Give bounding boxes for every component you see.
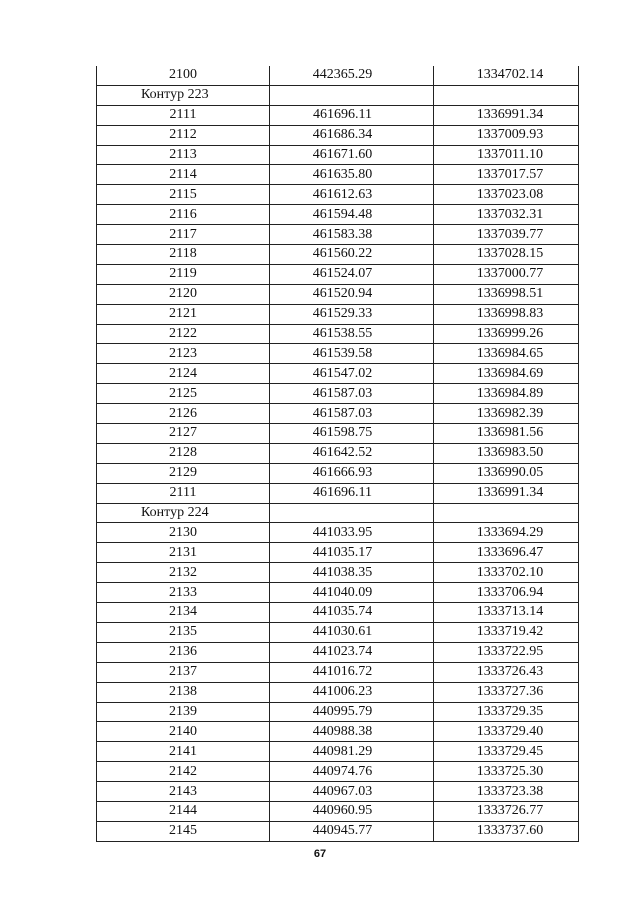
x-coordinate-cell: 461587.03: [270, 404, 434, 424]
table-row: [97, 284, 579, 304]
x-coordinate-cell: 461587.03: [270, 384, 434, 404]
x-coordinate-cell: 461583.38: [270, 225, 434, 245]
point-number-cell: 2125: [97, 384, 270, 404]
point-number-cell: 2133: [97, 583, 270, 603]
table-row: [97, 304, 579, 324]
y-coordinate-cell: 1333729.35: [434, 702, 579, 722]
x-coordinate-cell: 440974.76: [270, 762, 434, 782]
table-row: [97, 145, 579, 165]
point-number-cell: 2112: [97, 125, 270, 145]
contour-header-row: [97, 85, 579, 105]
y-coordinate-cell: 1334702.14: [434, 66, 579, 85]
y-coordinate-cell: 1336984.69: [434, 364, 579, 384]
table-row: [97, 66, 579, 85]
point-number-cell: 2137: [97, 662, 270, 682]
table-row: [97, 344, 579, 364]
table-row: [97, 523, 579, 543]
empty-cell: [270, 85, 434, 105]
point-number-cell: 2130: [97, 523, 270, 543]
table-row: [97, 583, 579, 603]
table-row: [97, 762, 579, 782]
table-row: [97, 324, 579, 344]
table-row: [97, 463, 579, 483]
point-number-cell: 2111: [97, 483, 270, 503]
table-row: [97, 483, 579, 503]
table-row: [97, 443, 579, 463]
contour-label: Контур 223: [97, 85, 270, 105]
x-coordinate-cell: 442365.29: [270, 66, 434, 85]
y-coordinate-cell: 1336990.05: [434, 463, 579, 483]
y-coordinate-cell: 1333694.29: [434, 523, 579, 543]
point-number-cell: 2121: [97, 304, 270, 324]
y-coordinate-cell: 1336984.65: [434, 344, 579, 364]
table-row: [97, 603, 579, 623]
point-number-cell: 2117: [97, 225, 270, 245]
table-row: [97, 105, 579, 125]
x-coordinate-cell: 461594.48: [270, 205, 434, 225]
table-row: [97, 662, 579, 682]
y-coordinate-cell: 1336991.34: [434, 483, 579, 503]
y-coordinate-cell: 1337039.77: [434, 225, 579, 245]
table-row: [97, 622, 579, 642]
y-coordinate-cell: 1336983.50: [434, 443, 579, 463]
empty-cell: [434, 85, 579, 105]
y-coordinate-cell: 1336982.39: [434, 404, 579, 424]
x-coordinate-cell: 461539.58: [270, 344, 434, 364]
y-coordinate-cell: 1333725.30: [434, 762, 579, 782]
y-coordinate-cell: 1333726.77: [434, 801, 579, 821]
x-coordinate-cell: 461671.60: [270, 145, 434, 165]
x-coordinate-cell: 461612.63: [270, 185, 434, 205]
x-coordinate-cell: 461560.22: [270, 245, 434, 265]
point-number-cell: 2111: [97, 105, 270, 125]
y-coordinate-cell: 1337011.10: [434, 145, 579, 165]
y-coordinate-cell: 1337000.77: [434, 264, 579, 284]
table-row: [97, 364, 579, 384]
table-row: [97, 165, 579, 185]
point-number-cell: 2127: [97, 424, 270, 444]
point-number-cell: 2114: [97, 165, 270, 185]
x-coordinate-cell: 440995.79: [270, 702, 434, 722]
empty-cell: [434, 503, 579, 523]
table-row: [97, 682, 579, 702]
table-row: [97, 245, 579, 265]
y-coordinate-cell: 1333729.40: [434, 722, 579, 742]
point-number-cell: 2136: [97, 642, 270, 662]
x-coordinate-cell: 461696.11: [270, 105, 434, 125]
table-row: [97, 722, 579, 742]
point-number-cell: 2123: [97, 344, 270, 364]
point-number-cell: 2138: [97, 682, 270, 702]
x-coordinate-cell: 441033.95: [270, 523, 434, 543]
coordinates-table-body: [97, 66, 579, 841]
table-row: [97, 185, 579, 205]
point-number-cell: 2115: [97, 185, 270, 205]
x-coordinate-cell: 441038.35: [270, 563, 434, 583]
point-number-cell: 2119: [97, 264, 270, 284]
y-coordinate-cell: 1333719.42: [434, 622, 579, 642]
x-coordinate-cell: 441035.74: [270, 603, 434, 623]
y-coordinate-cell: 1337017.57: [434, 165, 579, 185]
x-coordinate-cell: 461686.34: [270, 125, 434, 145]
x-coordinate-cell: 441016.72: [270, 662, 434, 682]
x-coordinate-cell: 440981.29: [270, 742, 434, 762]
y-coordinate-cell: 1333706.94: [434, 583, 579, 603]
x-coordinate-cell: 441040.09: [270, 583, 434, 603]
y-coordinate-cell: 1337009.93: [434, 125, 579, 145]
y-coordinate-cell: 1333722.95: [434, 642, 579, 662]
table-row: [97, 404, 579, 424]
y-coordinate-cell: 1336999.26: [434, 324, 579, 344]
x-coordinate-cell: 441035.17: [270, 543, 434, 563]
y-coordinate-cell: 1333726.43: [434, 662, 579, 682]
x-coordinate-cell: 461696.11: [270, 483, 434, 503]
x-coordinate-cell: 461642.52: [270, 443, 434, 463]
point-number-cell: 2122: [97, 324, 270, 344]
table-row: [97, 384, 579, 404]
table-row: [97, 782, 579, 802]
x-coordinate-cell: 461529.33: [270, 304, 434, 324]
y-coordinate-cell: 1337032.31: [434, 205, 579, 225]
x-coordinate-cell: 461520.94: [270, 284, 434, 304]
table-row: [97, 125, 579, 145]
y-coordinate-cell: 1333713.14: [434, 603, 579, 623]
x-coordinate-cell: 461524.07: [270, 264, 434, 284]
y-coordinate-cell: 1337028.15: [434, 245, 579, 265]
y-coordinate-cell: 1333737.60: [434, 821, 579, 841]
point-number-cell: 2120: [97, 284, 270, 304]
point-number-cell: 2144: [97, 801, 270, 821]
coordinates-sheet: [96, 66, 578, 842]
empty-cell: [270, 503, 434, 523]
point-number-cell: 2100: [97, 66, 270, 85]
x-coordinate-cell: 461547.02: [270, 364, 434, 384]
point-number-cell: 2139: [97, 702, 270, 722]
table-row: [97, 264, 579, 284]
point-number-cell: 2143: [97, 782, 270, 802]
y-coordinate-cell: 1336998.83: [434, 304, 579, 324]
point-number-cell: 2134: [97, 603, 270, 623]
coordinates-table: [96, 66, 579, 842]
y-coordinate-cell: 1336998.51: [434, 284, 579, 304]
x-coordinate-cell: 441006.23: [270, 682, 434, 702]
table-row: [97, 424, 579, 444]
x-coordinate-cell: 441030.61: [270, 622, 434, 642]
y-coordinate-cell: 1333696.47: [434, 543, 579, 563]
x-coordinate-cell: 461538.55: [270, 324, 434, 344]
x-coordinate-cell: 440960.95: [270, 801, 434, 821]
table-row: [97, 225, 579, 245]
x-coordinate-cell: 441023.74: [270, 642, 434, 662]
x-coordinate-cell: 440988.38: [270, 722, 434, 742]
y-coordinate-cell: 1336991.34: [434, 105, 579, 125]
y-coordinate-cell: 1337023.08: [434, 185, 579, 205]
y-coordinate-cell: 1333702.10: [434, 563, 579, 583]
point-number-cell: 2135: [97, 622, 270, 642]
point-number-cell: 2131: [97, 543, 270, 563]
table-row: [97, 742, 579, 762]
x-coordinate-cell: 461635.80: [270, 165, 434, 185]
y-coordinate-cell: 1336984.89: [434, 384, 579, 404]
point-number-cell: 2129: [97, 463, 270, 483]
point-number-cell: 2145: [97, 821, 270, 841]
point-number-cell: 2118: [97, 245, 270, 265]
table-row: [97, 702, 579, 722]
x-coordinate-cell: 440967.03: [270, 782, 434, 802]
table-row: [97, 642, 579, 662]
table-row: [97, 801, 579, 821]
x-coordinate-cell: 440945.77: [270, 821, 434, 841]
y-coordinate-cell: 1336981.56: [434, 424, 579, 444]
point-number-cell: 2132: [97, 563, 270, 583]
x-coordinate-cell: 461598.75: [270, 424, 434, 444]
point-number-cell: 2140: [97, 722, 270, 742]
table-row: [97, 563, 579, 583]
y-coordinate-cell: 1333727.36: [434, 682, 579, 702]
table-row: [97, 543, 579, 563]
point-number-cell: 2141: [97, 742, 270, 762]
point-number-cell: 2126: [97, 404, 270, 424]
contour-header-row: [97, 503, 579, 523]
table-row: [97, 205, 579, 225]
point-number-cell: 2124: [97, 364, 270, 384]
point-number-cell: 2142: [97, 762, 270, 782]
point-number-cell: 2116: [97, 205, 270, 225]
y-coordinate-cell: 1333723.38: [434, 782, 579, 802]
point-number-cell: 2128: [97, 443, 270, 463]
table-row: [97, 821, 579, 841]
point-number-cell: 2113: [97, 145, 270, 165]
y-coordinate-cell: 1333729.45: [434, 742, 579, 762]
x-coordinate-cell: 461666.93: [270, 463, 434, 483]
contour-label: Контур 224: [97, 503, 270, 523]
page-number: 67: [313, 848, 327, 860]
